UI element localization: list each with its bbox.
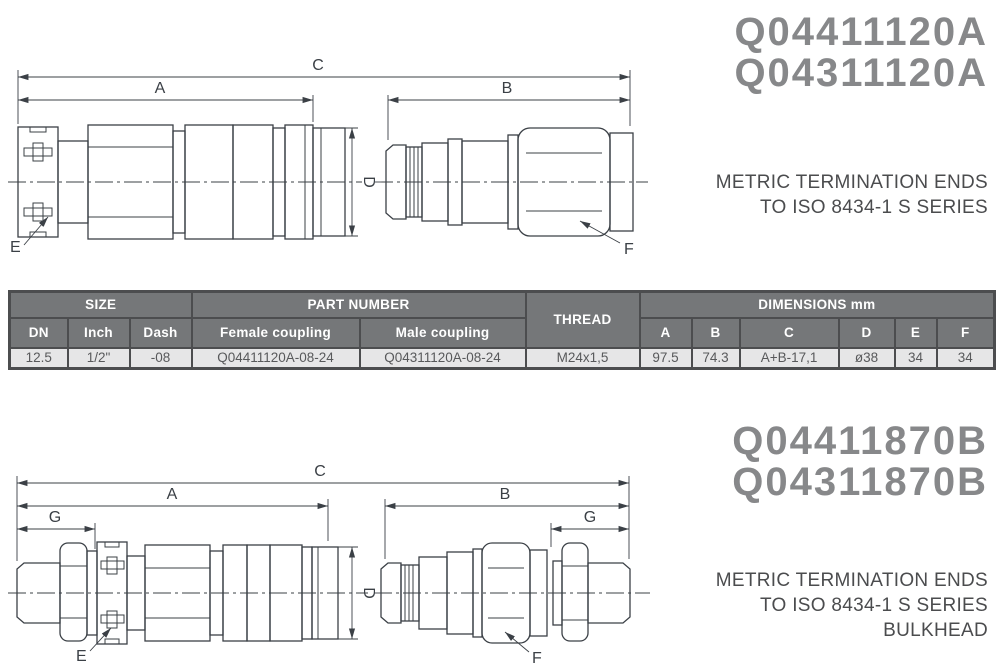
col-dim-f: F (937, 318, 995, 348)
dim-label-d: D (360, 587, 377, 599)
dim-label-g-right: G (583, 509, 597, 526)
col-female-coupling: Female coupling (192, 318, 360, 348)
value-dash: -08 (130, 348, 192, 369)
part-number: Q04411870B (732, 419, 988, 463)
dim-label-f: F (624, 241, 634, 258)
value-male-part: Q04311120A-08-24 (360, 348, 526, 369)
value-female-part: Q04411120A-08-24 (192, 348, 360, 369)
col-group-dimensions: DIMENSIONS mm (640, 292, 995, 318)
dim-label-b: B (501, 80, 513, 97)
col-group-thread: THREAD (526, 292, 640, 348)
col-dim-b: B (692, 318, 740, 348)
description-line: TO ISO 8434-1 S SERIES (759, 197, 988, 218)
value-a: 97.5 (640, 348, 692, 369)
dim-label-a: A (166, 486, 178, 503)
description-line: TO ISO 8434-1 S SERIES (759, 595, 988, 616)
col-dim-a: A (640, 318, 692, 348)
part-number: Q04311870B (732, 460, 988, 504)
value-c: A+B-17,1 (740, 348, 839, 369)
top-description (716, 170, 988, 220)
bottom-description (716, 568, 988, 643)
table-row (10, 348, 995, 369)
col-dim-d: D (839, 318, 895, 348)
value-b: 74.3 (692, 348, 740, 369)
dim-label-b: B (499, 486, 511, 503)
description-line: METRIC TERMINATION ENDS (715, 172, 988, 193)
top-part-numbers (734, 12, 988, 94)
bottom-part-numbers (732, 421, 988, 503)
value-thread: M24x1,5 (526, 348, 640, 369)
value-dn: 12.5 (10, 348, 68, 369)
dim-label-c: C (312, 57, 324, 74)
col-male-coupling: Male coupling (360, 318, 526, 348)
dim-label-a: A (154, 80, 166, 97)
value-inch: 1/2" (68, 348, 130, 369)
col-dn: DN (10, 318, 68, 348)
value-e: 34 (895, 348, 937, 369)
top-coupling-drawing (0, 50, 670, 270)
dim-label-c: C (314, 463, 326, 480)
part-number: Q04311120A (734, 51, 988, 95)
value-f: 34 (937, 348, 995, 369)
col-dash: Dash (130, 318, 192, 348)
description-line: BULKHEAD (883, 620, 988, 641)
dim-label-f: F (532, 650, 542, 667)
col-group-part-number: PART NUMBER (192, 292, 526, 318)
dim-label-e: E (76, 648, 87, 665)
dimension-lines-bottom (17, 476, 629, 652)
specification-table (8, 290, 996, 370)
col-dim-c: C (740, 318, 839, 348)
dim-label-e: E (10, 239, 21, 256)
dim-label-g-left: G (48, 509, 62, 526)
col-dim-e: E (895, 318, 937, 348)
dim-label-d: D (360, 176, 377, 188)
value-d: ø38 (839, 348, 895, 369)
bottom-coupling-drawing (0, 440, 680, 667)
col-inch: Inch (68, 318, 130, 348)
dimension-lines-top (18, 70, 630, 245)
description-line: METRIC TERMINATION ENDS (715, 570, 988, 591)
col-group-size: SIZE (10, 292, 192, 318)
part-number: Q04411120A (734, 10, 988, 54)
